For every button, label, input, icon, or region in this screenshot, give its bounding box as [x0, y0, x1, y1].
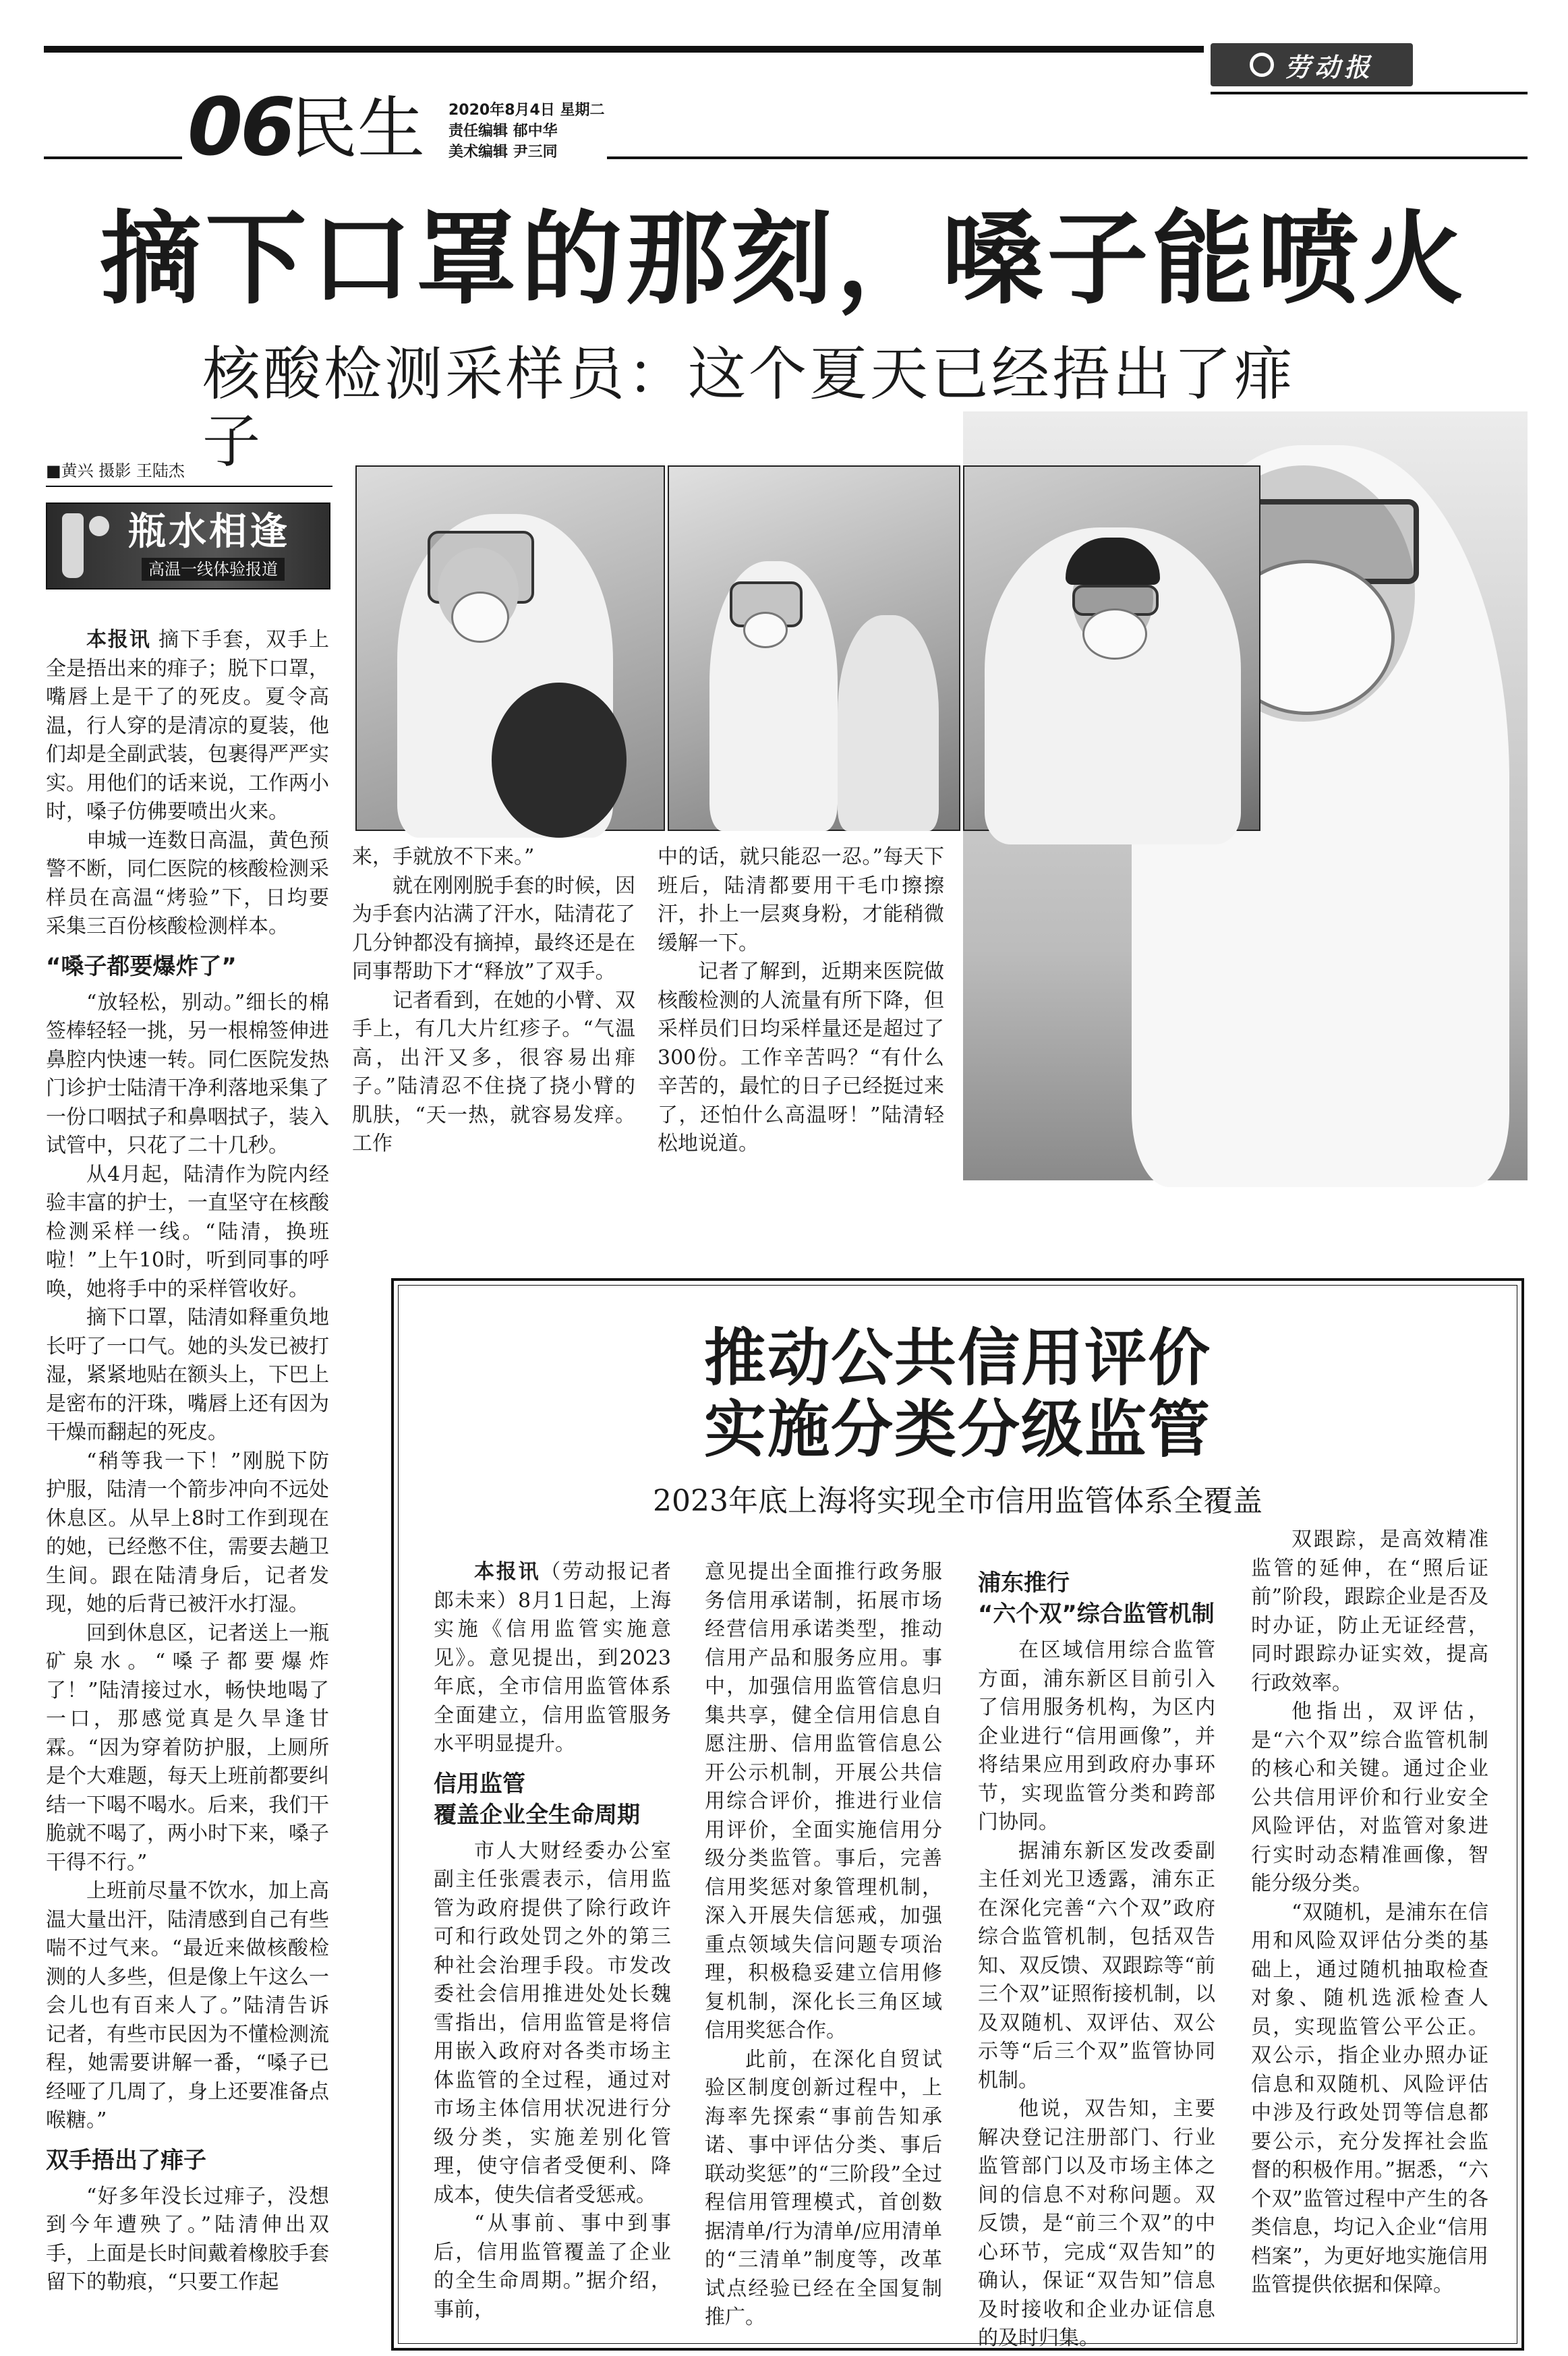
art-editor-line: 美术编辑 尹三同	[448, 144, 558, 161]
article2-headline-2: 实施分类分级监管	[703, 1394, 1211, 1466]
paragraph-text: 申城一连数日高温，黄色预警不断，同仁医院的核酸检测采样员在高温“烤验”下，日均要采集三百份核酸检测样本。	[46, 828, 329, 938]
article-paragraph	[46, 626, 329, 827]
sun-icon	[89, 516, 109, 536]
article-paragraph	[46, 1447, 329, 1619]
date-line: 2020年8月4日 星期二	[448, 102, 605, 119]
dateline-lead: 本报讯	[86, 628, 151, 652]
article-paragraph	[705, 2046, 942, 2332]
article-subheading: 信用监管 覆盖企业全生命周期	[434, 1770, 640, 1829]
masthead-info	[448, 100, 605, 163]
paragraph-text: 他指出，双评估，是“六个双”综合监管机制的核心和关键。通过企业公共信用评价和行业安全风险评估，对监管对象进行实时动态精准画像，智能分级分类。	[1251, 1700, 1488, 1895]
photo-protective-suits	[668, 465, 960, 831]
logo-underline	[1211, 92, 1528, 94]
column-banner	[46, 502, 330, 590]
photo-nurse-sampling	[355, 465, 665, 831]
article2-column-1	[434, 1558, 671, 2334]
article-paragraph	[352, 872, 635, 987]
article-paragraph	[978, 1837, 1215, 2096]
article-paragraph	[1251, 1698, 1488, 1899]
article-subheading: “嗓子都要爆炸了”	[46, 952, 237, 980]
top-rule	[44, 46, 1204, 53]
article-paragraph	[46, 827, 329, 942]
paragraph-text: 记者了解到，近期来医院做核酸检测的人流量有所下降，但采样员们日均采样量还是超过了300份。工作辛苦吗？“有什么辛苦的，最忙的日子已经挺过来了，还怕什么高温呀！”陆清轻松地说道。	[658, 960, 944, 1155]
section-rule-left	[44, 156, 182, 159]
article1-column-3	[658, 843, 944, 1194]
article1-subheadline: 核酸检测采样员：这个夏天已经捂出了痱子	[202, 341, 1295, 476]
article-paragraph	[352, 987, 635, 1159]
paragraph-text: 摘下手套，双手上全是捂出来的痱子；脱下口罩，嘴唇上是干了的死皮。夏令高温，行人穿的是清凉的夏装，他们却是全副武装，包裹得严严实实。用他们的话来说，工作两小时，嗓子仿佛要喷出火来。	[46, 628, 329, 824]
paragraph-text: 就在刚刚脱手套的时候，因为手套内沾满了汗水，陆清花了几分钟都没有摘掉，最终还是在同事帮助下才“释放”了双手。	[352, 873, 635, 983]
paragraph-text: “从事前、事中到事后，信用监管覆盖了企业的全生命周期。”据介绍，事前，	[434, 2212, 671, 2322]
paragraph-text: “双随机，是浦东在信用和风险双评估分类的基础上，通过随机抽取检查对象、随机选派检查人员，实现监管公平公正。双公示，指企业办照办证信息和双随机、风险评估中涉及行政处罚等信息都要公示，充分发挥社会监督的积极作用。”据悉，“六个双”监管过程中产生的各类信息，均记入企业“信用档案”，为更好地实施信用监管提供依据和保障。	[1251, 1900, 1488, 2297]
paragraph-text: 摘下口罩，陆清如释重负地长吁了一口气。她的头发已被打湿，紧紧地贴在额头上，下巴上是密布的汗珠，嘴唇上还有因为干燥而翻起的死皮。	[46, 1306, 329, 1444]
article-paragraph	[46, 1304, 329, 1447]
article-paragraph	[46, 1161, 329, 1304]
paragraph-text: 双跟踪，是高效精准监管的延伸，在“照后证前”阶段，跟踪企业是否及时办证，防止无证经营，同时跟踪办证实效，提高行政效率。	[1251, 1528, 1488, 1695]
column-banner-title: 瓶水相逢	[128, 510, 290, 554]
section-name: 民生	[290, 89, 425, 168]
paragraph-text: 他说，双告知，主要解决登记注册部门、行业监管部门以及市场主体之间的信息不对称问题。双反馈，是“前三个双”的中心环节，完成“双告知”的确认，保证“双告知”信息及时接收和企业办证信息的及时归集。	[978, 2097, 1215, 2350]
byline-rule	[46, 486, 332, 487]
article-paragraph	[978, 2095, 1215, 2353]
article-paragraph	[46, 2183, 329, 2297]
article-paragraph	[705, 1558, 942, 2046]
paragraph-text: 意见提出全面推行政务服务信用承诺制，拓展市场经营信用承诺类型，推动信用产品和服务应用。事中，加强信用监管信息归集共享，健全信用信息自愿注册、信用监管信息公开公示机制，开展公共信用综合评价，推进行业信用评价，全面实施信用分级分类监管。事后，完善信用奖惩对象管理机制，深入开展失信惩戒，加强重点领域失信问题专项治理，积极稳妥建立信用修复机制，深化长三角区域信用奖惩合作。	[705, 1560, 942, 2042]
article-paragraph	[1251, 1899, 1488, 2300]
paragraph-text: 上班前尽量不饮水，加上高温大量出汗，陆清感到自己有些喘不过气来。“最近来做核酸检测的人多些，但是像上午这么一会儿也有百来人了。”陆清告诉记者，有些市民因为不懂检测流程，她需要讲解一番，“嗓子已经哑了几周了，身上还要准备点喉糖。”	[46, 1879, 329, 2132]
column-banner-sub: 高温一线体验报道	[142, 558, 285, 581]
article-subheading: 浦东推行 “六个双”综合监管机制	[978, 1570, 1215, 1628]
paper-name: 劳动报	[1284, 52, 1374, 82]
article2-column-3	[978, 1558, 1215, 2350]
article-paragraph	[46, 989, 329, 1161]
logo-emblem-icon	[1250, 53, 1274, 77]
paragraph-text: 来，手就放不下来。”	[352, 845, 535, 869]
article-paragraph	[434, 2210, 671, 2324]
photo-removing-hood	[963, 465, 1260, 831]
article-subheading: 双手捂出了痱子	[46, 2146, 206, 2174]
bottle-icon	[62, 513, 84, 578]
section-rule-right	[607, 156, 1528, 159]
paragraph-text: “好多年没长过痱子，没想到今年遭殃了。”陆清伸出双手，上面是长时间戴着橡胶手套留下的勒痕，“只要工作起	[46, 2184, 329, 2294]
article-paragraph	[658, 843, 944, 958]
article-paragraph	[46, 1877, 329, 2135]
article1-byline: ■黄兴 摄影 王陆杰	[46, 461, 185, 480]
article-paragraph	[352, 843, 635, 872]
paragraph-text: 据浦东新区发改委副主任刘光卫透露，浦东正在深化完善“六个双”政府综合监管机制，包括双告知、双反馈、双跟踪等“前三个双”证照衔接机制，以及双随机、双评估、双公示等“后三个双”监管协同机制。	[978, 1839, 1215, 2092]
paragraph-text: （劳动报记者 郎未来）8月1日起，上海实施《信用监管实施意见》。意见提出，到2023年底，全市信用监管体系全面建立，信用监管服务水平明显提升。	[434, 1560, 671, 1756]
paragraph-text: 从4月起，陆清作为院内经验丰富的护士，一直坚守在核酸检测采样一线。“陆清，换班啦！”上午10时，听到同事的呼唤，她将手中的采样管收好。	[46, 1162, 329, 1301]
paragraph-text: 回到休息区，记者送上一瓶矿泉水。“嗓子都要爆炸了！”陆清接过水，畅快地喝了一口，那感觉真是久旱逢甘霖。“因为穿着防护服，上厕所是个大难题，每天上班前都要纠结一下喝不喝水。后来，我们干脆就不喝了，两小时下来，嗓子干得不行。”	[46, 1621, 329, 1874]
paragraph-text: “放轻松，别动。”细长的棉签棒轻轻一挑，另一根棉签伸进鼻腔内快速一转。同仁医院发热门诊护士陆清干净利落地采集了一份口咽拭子和鼻咽拭子，装入试管中，只花了二十几秒。	[46, 990, 329, 1157]
editor-line: 责任编辑 郁中华	[448, 123, 558, 140]
article-paragraph	[1251, 1526, 1488, 1698]
article1-column-1	[46, 626, 329, 2353]
dateline-lead: 本报讯	[474, 1560, 541, 1584]
page-number: 06	[187, 80, 293, 173]
article-paragraph	[658, 958, 944, 1159]
paper-logo	[1211, 43, 1413, 86]
article-paragraph	[434, 1558, 671, 1759]
article1-headline: 摘下口罩的那刻，嗓子能喷火	[100, 201, 1468, 318]
paragraph-text: 中的话，就只能忍一忍。”每天下班后，陆清都要用干毛巾擦擦汗，扑上一层爽身粉，才能稍微缓解一下。	[658, 845, 944, 955]
paragraph-text: 市人大财经委办公室副主任张震表示，信用监管为政府提供了除行政许可和行政处罚之外的第三种社会治理手段。市发改委社会信用推进处处长魏雪指出，信用监管是将信用嵌入政府对各类市场主体监管的全过程，通过对市场主体信用状况进行分级分类，实施差别化管理，使守信者受便利、降成本，使失信者受惩戒。	[434, 1839, 671, 2207]
paragraph-text: 此前，在深化自贸试验区制度创新过程中，上海率先探索“事前告知承诺、事中评估分类、事后联动奖惩”的“三阶段”全过程信用管理模式，首创数据清单/行为清单/应用清单的“三清单”制度等，改革试点经验已经在全国复制推广。	[705, 2047, 942, 2329]
paragraph-text: “稍等我一下！”刚脱下防护服，陆清一个箭步冲向不远处休息区。从早上8时工作到现在的她，已经憋不住，需要去趟卫生间。跟在陆清身后，记者发现，她的后背已被汗水打湿。	[46, 1449, 329, 1616]
article-paragraph	[46, 1619, 329, 1878]
article1-column-2	[352, 843, 635, 1194]
article2-subheadline: 2023年底上海将实现全市信用监管体系全覆盖	[653, 1484, 1262, 1518]
article2-column-2	[705, 1558, 942, 2334]
article2-headline-1: 推动公共信用评价	[703, 1322, 1211, 1394]
article-paragraph	[978, 1636, 1215, 1837]
article-paragraph	[434, 1837, 671, 2210]
paragraph-text: 记者看到，在她的小臂、双手上，有几大片红疹子。“气温高，出汗又多，很容易出痱子。”陆清忍不住挠了挠小臂的肌肤，“天一热，就容易发痒。工作	[352, 988, 635, 1155]
paragraph-text: 在区域信用综合监管方面，浦东新区目前引入了信用服务机构，为区内企业进行“信用画像”，并将结果应用到政府办事环节，实现监管分类和跨部门协同。	[978, 1638, 1215, 1834]
article2-column-4	[1251, 1526, 1488, 2335]
